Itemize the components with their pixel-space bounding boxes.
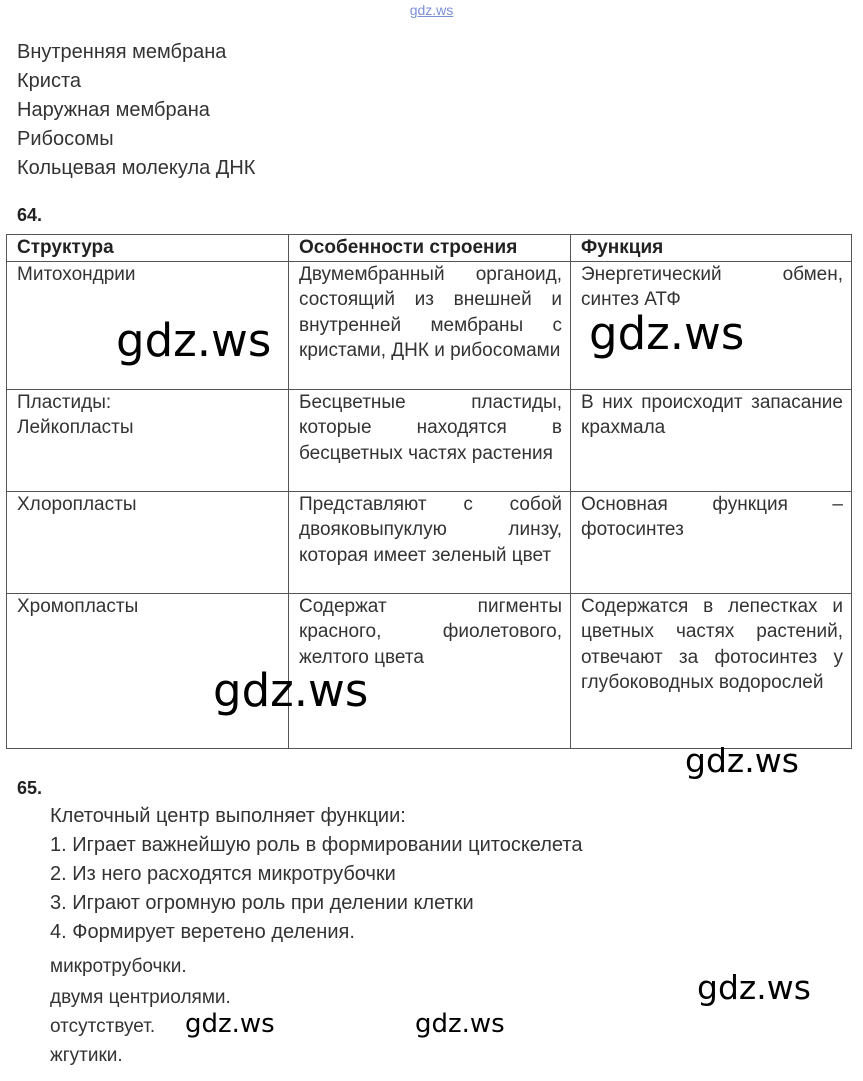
watermark: gdz.ws	[685, 741, 799, 780]
task-65-item-3: 3. Играют огромную роль при делении клетки	[50, 892, 474, 914]
top-watermark-link[interactable]: gdz.ws	[409, 2, 454, 18]
cell-features: Двумембранный органоид, состоящий из внешней и внутренней мембраны с кристами, ДНК и рибосомами	[289, 261, 571, 389]
cell-structure: Хлоропласты	[7, 491, 289, 593]
cell-function: Содержатся в лепестках и цветных частях растений, отвечают за фотосинтез у глубоководных водорослей	[571, 593, 852, 748]
task-65-item-4: 4. Формирует веретено деления.	[50, 921, 355, 943]
intro-label-ribosomes: Рибосомы	[17, 128, 114, 150]
table-header-row	[7, 235, 852, 262]
task-65-item-2: 2. Из него расходятся микротрубочки	[50, 863, 396, 885]
cell-structure: Пластиды: Лейкопласты	[7, 389, 289, 491]
header-function: Функция	[571, 235, 852, 262]
task-65-intro: Клеточный центр выполняет функции:	[50, 805, 406, 827]
cell-function: Энергетический обмен, синтез АТФ	[571, 261, 852, 389]
answer-3: отсутствует.	[50, 1016, 156, 1037]
watermark: gdz.ws	[116, 314, 272, 367]
task-64-number: 64.	[17, 205, 43, 225]
intro-label-dna: Кольцевая молекула ДНК	[17, 157, 256, 179]
table-row	[7, 491, 852, 593]
watermark: gdz.ws	[415, 1009, 505, 1039]
watermark: gdz.ws	[185, 1009, 275, 1039]
cell-structure: Митохондрии	[7, 261, 289, 389]
header-features: Особенности строения	[289, 235, 571, 262]
table-row	[7, 389, 852, 491]
answer-2: двумя центриолями.	[50, 987, 231, 1008]
intro-label-outer-membrane: Наружная мембрана	[17, 99, 210, 121]
watermark: gdz.ws	[589, 307, 745, 360]
cell-features: Бесцветные пластиды, которые находятся в бесцветных частях растения	[289, 389, 571, 491]
cell-function: В них происходит запасание крахмала	[571, 389, 852, 491]
watermark: gdz.ws	[697, 968, 811, 1007]
task-65-number: 65.	[17, 778, 43, 798]
intro-label-crista: Криста	[17, 70, 82, 92]
intro-label-inner-membrane: Внутренняя мембрана	[17, 41, 227, 63]
table-row	[7, 593, 852, 748]
answer-1: микротрубочки.	[50, 956, 187, 977]
cell-structure: Хромопласты	[7, 593, 289, 748]
cell-function: Основная функция – фотосинтез	[571, 491, 852, 593]
header-structure: Структура	[7, 235, 289, 262]
cell-features: Содержат пигменты красного, фиолетового, желтого цвета	[289, 593, 571, 748]
cell-features: Представляют с собой двояковыпуклую линзу, которая имеет зеленый цвет	[289, 491, 571, 593]
task-65-item-1: 1. Играет важнейшую роль в формировании цитоскелета	[50, 834, 583, 856]
watermark: gdz.ws	[213, 664, 369, 717]
answer-4: жгутики.	[50, 1045, 123, 1066]
